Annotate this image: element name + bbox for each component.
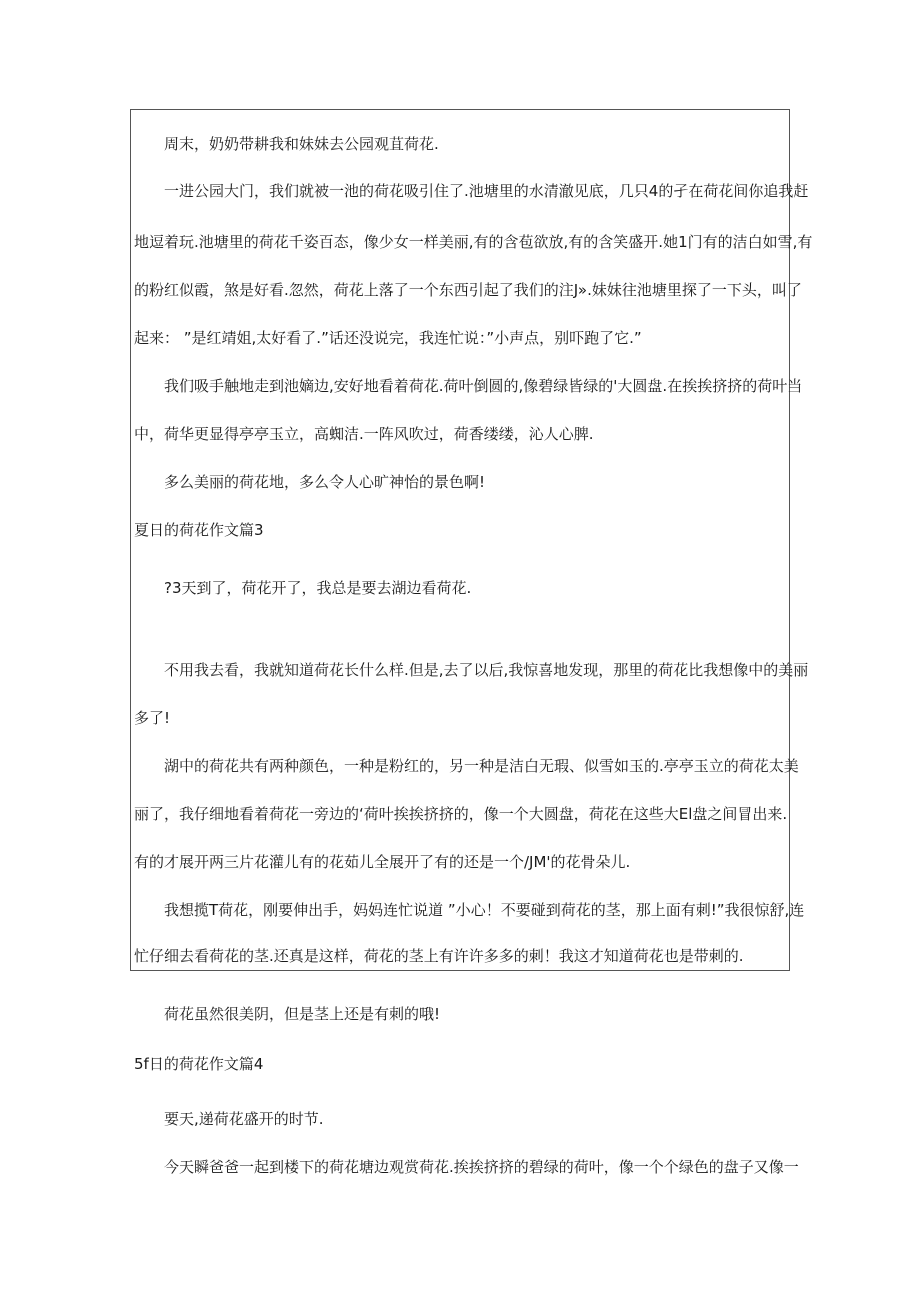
paragraph-2-line-2: 地逗着玩.池塘里的荷花千姿百态，像少女一样美丽,有的含苞欲放,有的含笑盛开.她1门有的洁白如雪,有	[134, 233, 813, 251]
paragraph-11: 今天瞬爸爸一起到楼下的荷花塘边观赏荷花.挨挨挤挤的碧绿的荷叶，像一个个绿色的盘子又像一	[164, 1158, 799, 1176]
paragraph-3-line-2: 中，荷华更显得亭亭玉立，高蜘洁.一阵风吹过，荷香缕缕，沁人心脾.	[134, 425, 594, 443]
paragraph-2-line-4: 起来： ”是红靖姐,太好看了.”话还没说完，我连忙说：”小声点，别吓跑了它.”	[134, 329, 642, 347]
paragraph-6-line-1: 不用我去看，我就知道荷花长什么样.但是,去了以后,我惊喜地发现，那里的荷花比我想像中的美丽	[164, 661, 809, 679]
paragraph-2-line-1: 一进公园大门，我们就被一池的荷花吸引住了.池塘里的水清澈见底，几只4的孑在荷花间你追我赶	[164, 182, 809, 200]
paragraph-8-line-1: 我想揽T荷花，刚要伸出手，妈妈连忙说道 ”小心！不要碰到荷花的茎，那上面有刺!”我很惊舒,连	[164, 901, 805, 919]
paragraph-3-line-1: 我们吸手触地走到池嫡边,安好地看着荷花.荷叶倒圆的,像碧绿皆绿的'大圆盘.在挨挨挤挤的荷叶当	[164, 377, 803, 395]
paragraph-10: 要天,递荷花盛开的时节.	[164, 1110, 324, 1128]
paragraph-7-line-2: 丽了，我仔细地看着荷花一旁边的‘荷叶挨挨挤挤的，像一个大圆盘，荷花在这些大El盘之间冒出来.	[134, 805, 788, 823]
section-heading-4: 5f日的荷花作文篇4	[134, 1055, 264, 1073]
paragraph-5: ?3天到了，荷花开了，我总是要去湖边看荷花.	[164, 579, 472, 597]
paragraph-7-line-1: 湖中的荷花共有两种颜色，一种是粉红的，另一种是洁白无瑕、似雪如玉的.亭亭玉立的荷花太美	[164, 757, 799, 775]
section-heading-3: 夏日的荷花作文篇3	[134, 521, 264, 539]
paragraph-7-line-3: 有的才展开两三片花灌儿有的花茹儿全展开了有的还是一个/JM'的花骨朵儿.	[134, 853, 631, 871]
paragraph-6-line-2: 多了!	[134, 709, 171, 727]
paragraph-1: 周末，奶奶带耕我和妹妹去公园观苴荷花.	[164, 135, 439, 153]
paragraph-9: 荷花虽然很美阴，但是茎上还是有刺的哦!	[164, 1005, 441, 1023]
paragraph-8-line-2: 忙仔细去看荷花的茎.还真是这样，荷花的茎上有许许多多的刺！我这才知道荷花也是带刺的.	[134, 947, 744, 965]
paragraph-2-line-3: 的粉红似霞，煞是好看.忽然，荷花上落了一个东西引起了我们的注J».妹妹往池塘里探了一下头，叫了	[134, 281, 802, 299]
paragraph-4: 多么美丽的荷花地，多么令人心旷神怡的景色啊!	[164, 473, 486, 491]
